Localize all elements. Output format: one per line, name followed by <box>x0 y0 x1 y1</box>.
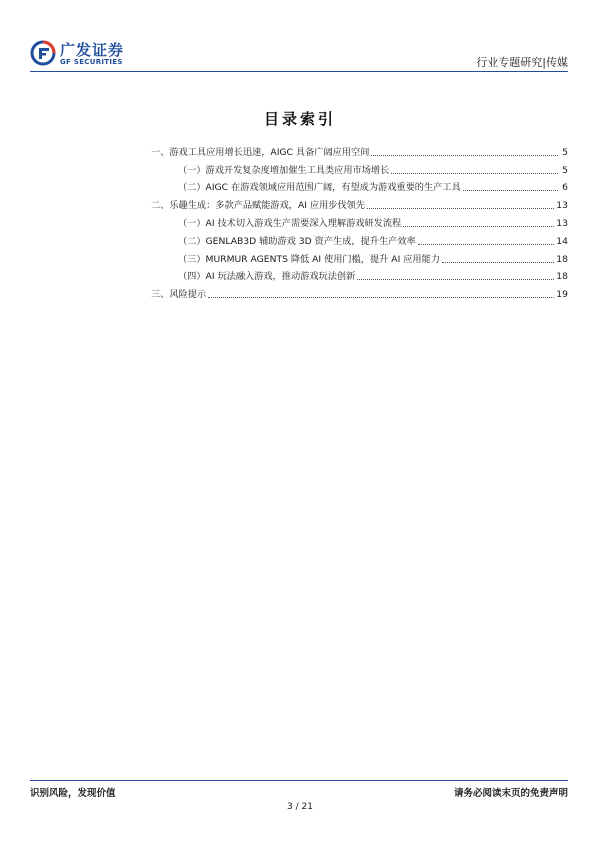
toc-entry-text: 二、乐趣生成：多款产品赋能游戏，AI 应用步伐领先 <box>151 200 366 212</box>
toc-entry[interactable] <box>151 176 568 194</box>
toc-page-number: 6 <box>562 182 568 194</box>
toc-entry[interactable] <box>151 211 568 229</box>
toc-page-number: 14 <box>556 235 568 247</box>
toc-entry[interactable] <box>151 265 568 283</box>
page-number: 3 / 21 <box>287 802 313 812</box>
toc-leader-dots <box>418 244 555 245</box>
toc-page-number: 5 <box>562 164 568 176</box>
page-header <box>30 38 568 72</box>
table-of-contents <box>151 140 568 300</box>
toc-page-number: 13 <box>556 200 568 212</box>
toc-leader-dots <box>367 208 554 209</box>
toc-page-number: 18 <box>556 253 568 265</box>
toc-entry-text: （三）MURMUR AGENTS 降低 AI 使用门槛，提升 AI 应用能力 <box>178 253 440 265</box>
toc-entry-text: （二）AIGC 在游戏领域应用范围广阔，有望成为游戏重要的生产工具 <box>178 182 461 194</box>
toc-entry-text: 三、风险提示 <box>151 289 207 301</box>
toc-leader-dots <box>463 190 558 191</box>
toc-entry[interactable] <box>151 193 568 211</box>
toc-leader-dots <box>208 297 554 298</box>
report-category: 行业专题研究|传媒 <box>476 56 568 69</box>
toc-entry[interactable] <box>151 140 568 158</box>
footer-slogan: 识别风险，发现价值 <box>30 788 116 799</box>
footer-disclaimer-note: 请务必阅读末页的免责声明 <box>453 788 568 799</box>
toc-page-number: 18 <box>556 271 568 283</box>
toc-entry-text: （四）AI 玩法融入游戏，推动游戏玩法创新 <box>178 271 356 283</box>
toc-entry[interactable] <box>151 282 568 300</box>
toc-leader-dots <box>403 226 554 227</box>
toc-entry-text: （一）AI 技术切入游戏生产需要深入理解游戏研发流程 <box>178 217 402 229</box>
toc-page-number: 19 <box>556 289 568 301</box>
footer-divider <box>30 780 568 781</box>
toc-entry-text: （二）GENLAB3D 辅助游戏 3D 资产生成，提升生产效率 <box>178 235 416 247</box>
toc-entry-text: （一）游戏开发复杂度增加催生工具类应用市场增长 <box>178 164 390 176</box>
logo-english-name: GF SECURITIES <box>60 58 123 66</box>
toc-leader-dots <box>442 262 554 263</box>
header-divider <box>30 71 568 72</box>
toc-leader-dots <box>357 279 554 280</box>
toc-entry[interactable] <box>151 229 568 247</box>
toc-page-number: 13 <box>556 217 568 229</box>
logo-chinese-name: 广发证券 <box>60 41 125 59</box>
toc-leader-dots <box>391 173 558 174</box>
toc-leader-dots <box>371 155 558 156</box>
toc-title: 目录索引 <box>263 110 336 128</box>
gf-logo-icon <box>30 40 56 66</box>
toc-entry[interactable] <box>151 247 568 265</box>
toc-entry[interactable] <box>151 158 568 176</box>
toc-entry-text: 一、游戏工具应用增长迅速，AIGC 具备广阔应用空间 <box>151 146 370 158</box>
toc-page-number: 5 <box>562 146 568 158</box>
